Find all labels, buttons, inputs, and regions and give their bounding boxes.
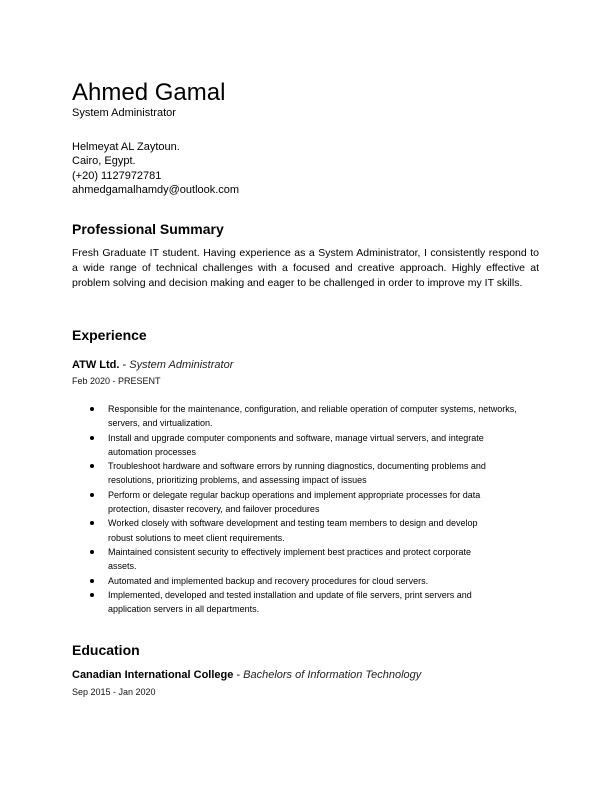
separator: - xyxy=(119,359,130,371)
list-item-text: robust solutions to meet client requirements. xyxy=(108,532,285,543)
list-item xyxy=(88,545,517,574)
bullet-icon xyxy=(90,464,94,468)
list-item xyxy=(88,488,517,517)
list-item-text: protection, disaster recovery, and failover procedures xyxy=(108,504,320,515)
phone: (+20) 1127972781 xyxy=(72,169,162,182)
list-item xyxy=(88,402,517,431)
list-item-text: automation processes xyxy=(108,446,197,457)
education-heading: Education xyxy=(72,642,140,658)
company: ATW Ltd. xyxy=(72,359,120,371)
job-entry-title xyxy=(72,358,233,372)
experience-heading: Experience xyxy=(72,327,147,343)
list-item xyxy=(88,574,517,588)
list-item-text: Worked closely with software development and testing team members to design and develop xyxy=(108,518,478,529)
list-item-text: application servers in all departments. xyxy=(108,604,260,615)
bullet-icon xyxy=(90,593,94,597)
address-line: Helmeyat AL Zaytoun. xyxy=(72,141,180,153)
list-item-text: resolutions, prioritizing problems, and assessing impact of issues xyxy=(108,475,367,486)
bullet-icon xyxy=(90,521,94,525)
job-dates: Feb 2020 - PRESENT xyxy=(72,376,161,386)
list-item xyxy=(88,588,517,617)
job-title: System Administrator xyxy=(72,107,176,119)
separator: - xyxy=(233,669,244,681)
bullet-icon xyxy=(90,436,94,440)
list-item-text: Troubleshoot hardware and software errors by running diagnostics, documenting problems and xyxy=(108,461,486,472)
bullet-icon xyxy=(90,550,94,554)
contact-info xyxy=(72,140,239,198)
degree: Bachelors of Information Technology xyxy=(243,669,422,681)
list-item-text: assets. xyxy=(108,561,137,572)
city-line: Cairo, Egypt. xyxy=(72,155,136,168)
bullet-icon xyxy=(90,407,94,411)
list-item xyxy=(88,459,517,488)
education-dates: Sep 2015 - Jan 2020 xyxy=(72,687,156,697)
summary-heading: Professional Summary xyxy=(72,221,224,237)
education-entry-title xyxy=(72,668,421,682)
responsibility-list xyxy=(88,402,517,616)
list-item xyxy=(88,431,517,460)
summary-text: Fresh Graduate IT student. Having experience as a System Administrator, I consistently respond to a wide range of technical challenges with a focused and creative approach. Highly effective at problem solving and decision making and eager to be challenged in order to improve my IT skills. xyxy=(72,247,539,289)
list-item-text: Implemented, developed and tested installation and update of file servers, print servers and xyxy=(108,589,472,600)
bullet-icon xyxy=(90,579,94,583)
role: System Administrator xyxy=(129,359,234,371)
email: ahmedgamalhamdy@outlook.com xyxy=(72,184,240,197)
list-item-text: Maintained consistent security to effectively implement best practices and protect corporate xyxy=(108,546,472,557)
list-item-text: Install and upgrade computer components and software, manage virtual servers, and integrate xyxy=(108,432,484,443)
list-item-text: Responsible for the maintenance, configuration, and reliable operation of computer systems, networks, xyxy=(108,404,517,414)
list-item-text: servers, and virtualization. xyxy=(108,418,213,429)
list-item-text: Automated and implemented backup and recovery procedures for cloud servers. xyxy=(108,575,429,586)
candidate-name: Ahmed Gamal xyxy=(72,79,226,106)
school: Canadian International College xyxy=(72,669,234,681)
bullet-icon xyxy=(90,493,94,497)
list-item-text: Perform or delegate regular backup operations and implement appropriate processes for data xyxy=(108,489,481,500)
list-item xyxy=(88,516,517,545)
